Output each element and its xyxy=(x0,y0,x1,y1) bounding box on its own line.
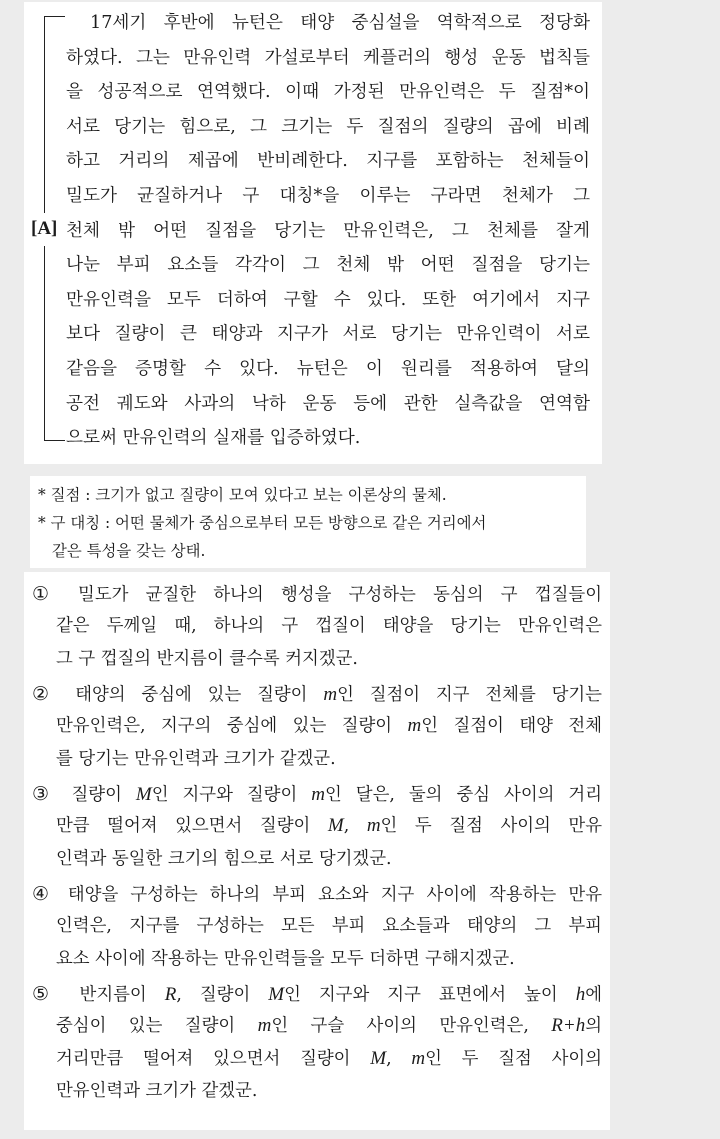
choice-text: 중심이 있는 질량이 xyxy=(56,1016,236,1037)
variable-R: R xyxy=(164,984,177,1005)
choice-number: ④ xyxy=(32,883,56,905)
choice-text: 질량이 xyxy=(71,785,122,805)
passage-line: 만유인력을 모두 더하여 구할 수 있다. 또한 여기에서 지구 xyxy=(66,289,590,310)
footnote-point-mass: * 질점 : 크기가 없고 질량이 모여 있다고 보는 이론상의 물체. xyxy=(38,486,447,504)
choice-number: ③ xyxy=(32,783,58,805)
choice-text: 인력은, 지구를 구성하는 모든 부피 요소들과 태양의 그 부피 xyxy=(56,916,602,937)
passage-line: 하고 거리의 제곱에 반비례한다. 지구를 포함하는 천체들이 xyxy=(66,151,590,172)
choice-text: , 질량이 xyxy=(176,985,251,1005)
choice-text: 만유인력과 크기가 같겠군. xyxy=(56,1081,258,1102)
variable-m: m xyxy=(323,684,338,705)
passage-line: 17세기 후반에 뉴턴은 태양 중심설을 역학적으로 정당화 xyxy=(90,13,590,33)
choice-2[interactable] xyxy=(32,678,602,775)
choice-text: 그 구 껍질의 반지름이 클수록 커지겠군. xyxy=(56,648,358,669)
passage-line: 밀도가 균질하거나 구 대칭*을 이루는 구라면 천체가 그 xyxy=(66,185,590,206)
choice-3[interactable] xyxy=(32,778,602,875)
choice-text: 반지름이 xyxy=(79,985,147,1005)
footnote-spherical-symmetry-cont: 같은 특성을 갖는 상태. xyxy=(52,542,206,560)
choice-text: 의 xyxy=(585,1016,603,1037)
choice-text: 를 당기는 만유인력과 크기가 같겠군. xyxy=(56,748,336,769)
choice-text: 인력과 동일한 크기의 힘으로 서로 당기겠군. xyxy=(56,848,392,869)
choice-4[interactable] xyxy=(32,878,602,975)
choice-number: ⑤ xyxy=(32,983,62,1005)
choice-number: ② xyxy=(32,683,60,705)
choice-text: 거리만큼 떨어져 있으면서 질량이 xyxy=(56,1048,351,1069)
choice-text: 인 두 질점 사이의 xyxy=(425,1048,602,1069)
choice-text: 만큼 떨어져 있으면서 질량이 xyxy=(56,816,311,837)
choice-1[interactable] xyxy=(32,578,602,675)
choice-text: 태양을 구성하는 하나의 부피 요소와 지구 사이에 작용하는 만유 xyxy=(67,885,602,905)
choice-number: ① xyxy=(32,583,61,605)
passage-line: 서로 당기는 힘으로, 그 크기는 두 질점의 질량의 곱에 비례 xyxy=(66,116,590,137)
passage-text xyxy=(66,6,590,456)
variable-m: m xyxy=(411,1047,426,1069)
passage-line: 나눈 부피 요소들 각각이 그 천체 밖 어떤 질점을 당기는 xyxy=(66,255,590,276)
passage-line: 보다 질량이 큰 태양과 지구가 서로 당기는 만유인력이 서로 xyxy=(66,324,590,345)
passage-label: [A] xyxy=(30,215,58,243)
comma: , xyxy=(386,1048,392,1069)
answer-choices xyxy=(24,572,610,1130)
choice-text: 만유인력은, 지구의 중심에 있는 질량이 xyxy=(56,716,393,737)
variable-m: m xyxy=(366,815,381,837)
expression-r-plus-h: R+h xyxy=(551,1015,586,1037)
passage-line: 공전 궤도와 사과의 낙하 운동 등에 관한 실측값을 연역함 xyxy=(66,393,590,414)
variable-m: m xyxy=(257,1015,272,1037)
choice-text: 요소 사이에 작용하는 만유인력들을 모두 더하면 구해지겠군. xyxy=(56,948,515,969)
variable-h: h xyxy=(575,984,586,1005)
variable-M: M xyxy=(268,984,285,1005)
choice-text: 같은 두께일 때, 하나의 구 껍질이 태양을 당기는 만유인력은 xyxy=(56,616,602,637)
choice-text: 인 질점이 태양 전체 xyxy=(421,716,603,737)
choice-text: 에 xyxy=(585,985,602,1005)
choice-text: 인 지구와 지구 표면에서 높이 xyxy=(284,985,558,1005)
choice-text: 밀도가 균질한 하나의 행성을 구성하는 동심의 구 껍질들이 xyxy=(78,585,602,605)
passage-a xyxy=(24,2,602,464)
footnotes xyxy=(30,476,586,568)
comma: , xyxy=(343,816,350,837)
passage-line: 으로써 만유인력의 실재를 입증하였다. xyxy=(66,428,361,449)
choice-text: 인 두 질점 사이의 만유 xyxy=(380,816,603,837)
footnote-spherical-symmetry: * 구 대칭 : 어떤 물체가 중심으로부터 모든 방향으로 같은 거리에서 xyxy=(38,514,487,532)
bracket-bottom xyxy=(44,246,65,441)
passage-line: 을 성공적으로 연역했다. 이때 가정된 만유인력은 두 질점*이 xyxy=(66,82,590,103)
choice-text: 인 질점이 지구 전체를 당기는 xyxy=(337,685,602,705)
variable-M: M xyxy=(135,784,152,805)
variable-m: m xyxy=(407,715,422,737)
variable-m: m xyxy=(311,784,325,805)
passage-line: 천체 밖 어떤 질점을 당기는 만유인력은, 그 천체를 잘게 xyxy=(66,220,590,241)
passage-line: 하였다. 그는 만유인력 가설로부터 케플러의 행성 운동 법칙들 xyxy=(66,47,590,68)
passage-line: 같음을 증명할 수 있다. 뉴턴은 이 원리를 적용하여 달의 xyxy=(66,358,590,379)
variable-M: M xyxy=(370,1047,387,1069)
choice-text: 인 구슬 사이의 만유인력은, xyxy=(271,1016,529,1037)
variable-M: M xyxy=(327,815,344,837)
choice-text: 인 달은, 둘의 중심 사이의 거리 xyxy=(324,785,603,805)
bracket-top xyxy=(44,16,65,213)
choice-text: 태양의 중심에 있는 질량이 xyxy=(75,685,308,705)
choice-text: 인 지구와 질량이 xyxy=(151,785,298,805)
choice-5[interactable] xyxy=(32,978,602,1108)
